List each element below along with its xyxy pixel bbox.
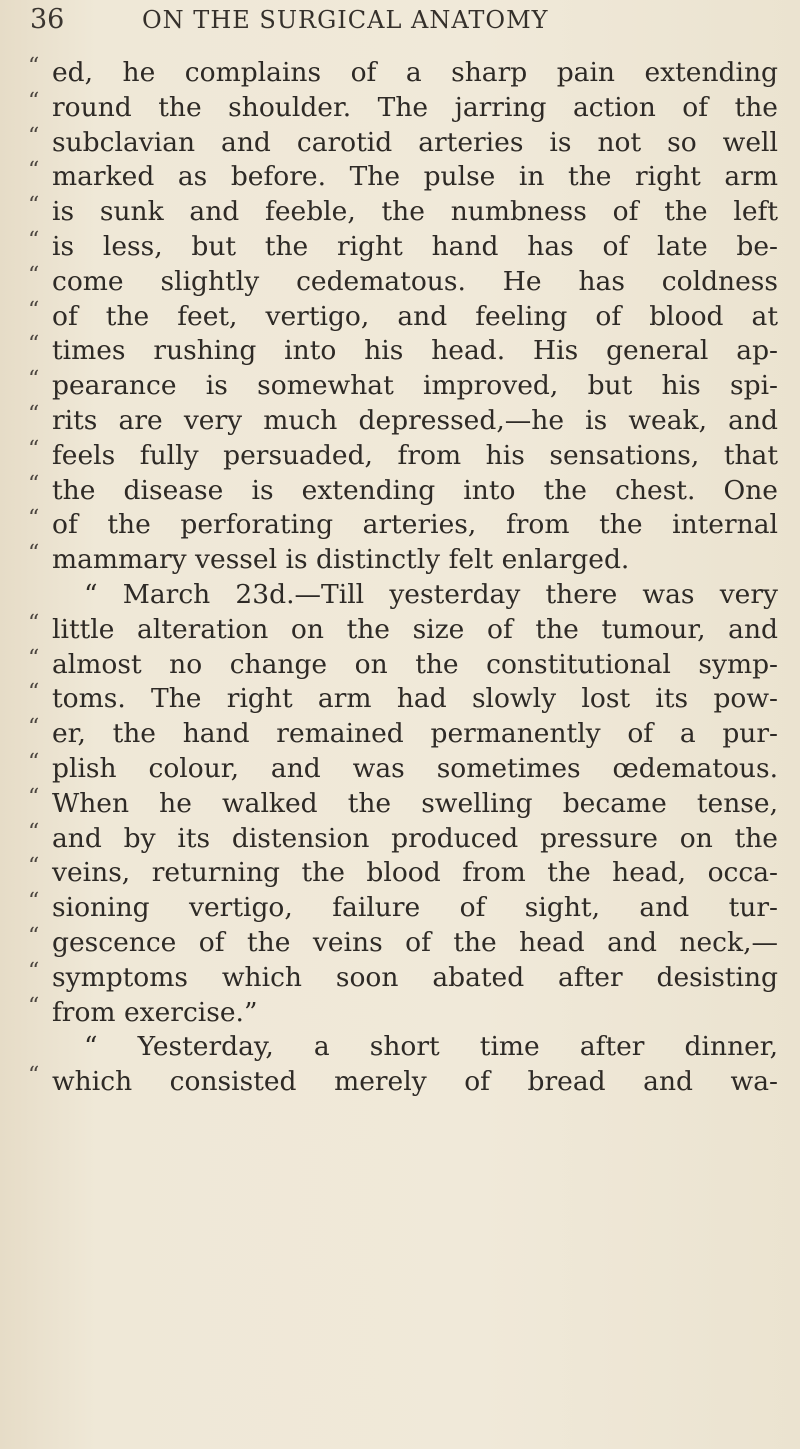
line-text: er, the hand remained permanently of a pur- [52,718,778,750]
text-line [28,819,783,857]
margin-quote-mark: “ [28,54,40,79]
margin-quote-mark: “ [28,88,40,114]
line-text: from exercise.” [52,996,258,1028]
margin-quote-mark: “ [28,471,40,497]
margin-quote-mark: “ [28,993,40,1019]
margin-quote-mark: “ [28,749,40,775]
line-text: come slightly cedematous. He has coldness [52,265,778,297]
text-line [28,297,783,335]
margin-quote-mark: “ [28,645,40,671]
margin-quote-mark: “ [28,715,40,741]
line-text: of the feet, vertigo, and feeling of blood at [52,300,778,332]
text-line [28,262,783,300]
text-line [28,543,783,578]
text-line [28,610,783,648]
text-line [28,578,783,613]
line-text: rits are very much depressed,—he is weak, and [52,404,778,436]
page-header [30,4,770,44]
page-number: 36 [30,4,65,35]
text-line [28,993,783,1031]
running-head: ON THE SURGICAL ANATOMY [142,6,549,34]
text-line [28,471,783,509]
margin-quote-mark: “ [28,367,40,393]
margin-quote-mark: “ [28,889,40,915]
margin-quote-mark: “ [28,193,40,219]
line-text: toms. The right arm had slowly lost its pow- [52,683,778,715]
text-line [28,1065,783,1100]
line-text: which consisted merely of bread and wa- [52,1066,778,1098]
text-line [28,645,783,683]
text-line [28,784,783,822]
line-text: almost no change on the constitutional symp- [52,648,778,680]
text-line [28,856,783,891]
line-text: subclavian and carotid arteries is not so well [52,126,778,158]
line-text: veins, returning the blood from the head, occa- [52,857,778,889]
text-line [28,958,783,996]
line-text: ed, he complains of a sharp pain extending [52,57,778,88]
text-line [28,717,783,752]
line-text: gescence of the veins of the head and neck,— [52,926,778,958]
text-line [28,123,783,161]
line-text: mammary vessel is distinctly felt enlarged. [52,544,630,576]
line-text: is sunk and feeble, the numbness of the left [52,196,778,228]
margin-quote-mark: “ [28,158,40,184]
line-text: “ Yesterday, a short time after dinner, [84,1031,778,1063]
text-line [28,749,783,787]
margin-quote-mark: “ [28,680,40,706]
text-line [28,923,783,961]
margin-quote-mark: “ [28,958,40,984]
line-text: “ March 23d.—Till yesterday there was very [84,578,778,610]
line-text: sioning vertigo, failure of sight, and tur- [52,892,778,924]
text-line [28,891,783,926]
text-line [28,682,783,717]
margin-quote-mark: “ [28,297,40,323]
line-text: plish colour, and was sometimes œdematous. [52,752,778,784]
margin-quote-mark: “ [28,227,40,253]
line-text: symptoms which soon abated after desisting [52,961,778,993]
line-text: is less, but the right hand has of late be- [52,230,778,262]
text-line [28,369,783,404]
body-text [28,56,783,1100]
margin-quote-mark: “ [28,923,40,949]
text-line [28,160,783,195]
margin-quote-mark: “ [28,541,40,567]
text-line [28,195,783,230]
text-line [28,508,783,543]
margin-quote-mark: “ [28,610,40,636]
line-text: When he walked the swelling became tense, [52,787,778,819]
line-text: little alteration on the size of the tumour, and [52,613,778,645]
text-line [28,436,783,474]
margin-quote-mark: “ [28,506,40,532]
line-text: of the perforating arteries, from the internal [52,509,778,541]
text-line [28,334,783,369]
line-text: round the shoulder. The jarring action of the [52,91,778,123]
margin-quote-mark: “ [28,1063,40,1089]
margin-quote-mark: “ [28,819,40,845]
text-line [28,1030,783,1065]
line-text: and by its distension produced pressure on the [52,822,778,854]
line-text: marked as before. The pulse in the right arm [52,161,778,193]
text-line [28,56,783,91]
line-text: feels fully persuaded, from his sensations, that [52,439,778,471]
margin-quote-mark: “ [28,436,40,462]
line-text: times rushing into his head. His general ap- [52,335,778,367]
margin-quote-mark: “ [28,332,40,358]
margin-quote-mark: “ [28,854,40,880]
text-line [28,88,783,126]
margin-quote-mark: “ [28,262,40,288]
text-line [28,227,783,265]
line-text: pearance is somewhat improved, but his spi- [52,370,778,402]
margin-quote-mark: “ [28,401,40,427]
line-text: the disease is extending into the chest. One [52,474,778,506]
text-line [28,401,783,439]
margin-quote-mark: “ [28,123,40,149]
margin-quote-mark: “ [28,784,40,810]
